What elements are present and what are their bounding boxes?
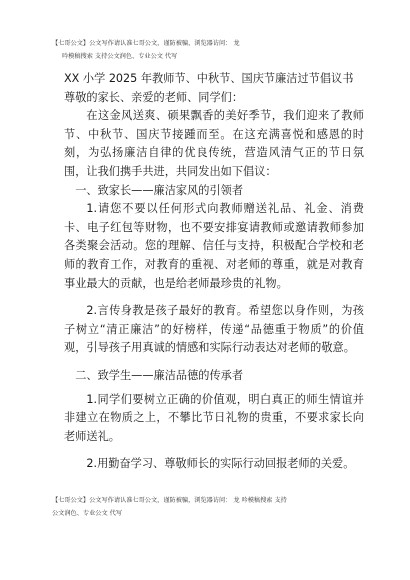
section-heading-students: 二、致学生——廉洁品德的传承者 — [75, 368, 244, 382]
document-body — [64, 70, 364, 474]
list-item: 1.请您不要以任何形式向教师赠送礼品、礼金、消费卡、电子红包等财物，也不要安排宴请教师或邀请教师参加各类聚会活动。您的理解、信任与支持，积极配合学校和老师的教育工作，对教育的重视、对老师的尊重，就是对教育事业最大的贡献，也是给老师最珍贵的礼物。 — [64, 202, 364, 290]
notice-line: 吟模稿搜索 支持公文润色、专业公文 代写 — [62, 53, 178, 60]
intro-paragraph: 在这金风送爽、硕果飘香的美好季节，我们迎来了教师节、中秋节、国庆节接踵而至。在这充满喜悦和感恩的时刻，为弘扬廉洁自律的优良传统，营造风清气正的节日氛围，让我们携手共进，共同发出如下倡议： — [64, 109, 364, 178]
watermark-notice-top — [52, 37, 382, 63]
list-item: 2.用勤奋学习、尊敬师长的实际行动回报老师的关爱。 — [86, 457, 355, 471]
document-title: XX 小学 2025 年教师节、中秋节、国庆节廉洁过节倡议书 — [64, 72, 354, 85]
section-heading-parents: 一、致家长——廉洁家风的引领者 — [75, 183, 244, 197]
notice-line: 【七哥公文】公文写作请认准七哥公文，谨防被骗，浏览器访问： 龙 — [52, 40, 240, 47]
salutation: 尊敬的家长、亲爱的老师、同学们： — [64, 90, 244, 104]
notice-line: 【七哥公文】公文写作请认准七哥公文，谨防被骗，浏览器访问： 龙 吟模稿搜索 支持 — [52, 497, 287, 504]
list-item: 2.言传身教是孩子最好的教育。希望您以身作则，为孩子树立“清正廉洁”的好榜样，传递“品德重于物质”的价值观，引导孩子用真诚的情感和实际行动表达对老师的敬意。 — [64, 304, 364, 355]
notice-line: 公文润色、专业公文 代写 — [52, 510, 123, 517]
watermark-notice-bottom — [52, 494, 382, 520]
list-item: 1.同学们要树立正确的价值观，明白真正的师生情谊并非建立在物质之上，不攀比节日礼物的贵重，不要求家长向老师送礼。 — [64, 392, 364, 443]
